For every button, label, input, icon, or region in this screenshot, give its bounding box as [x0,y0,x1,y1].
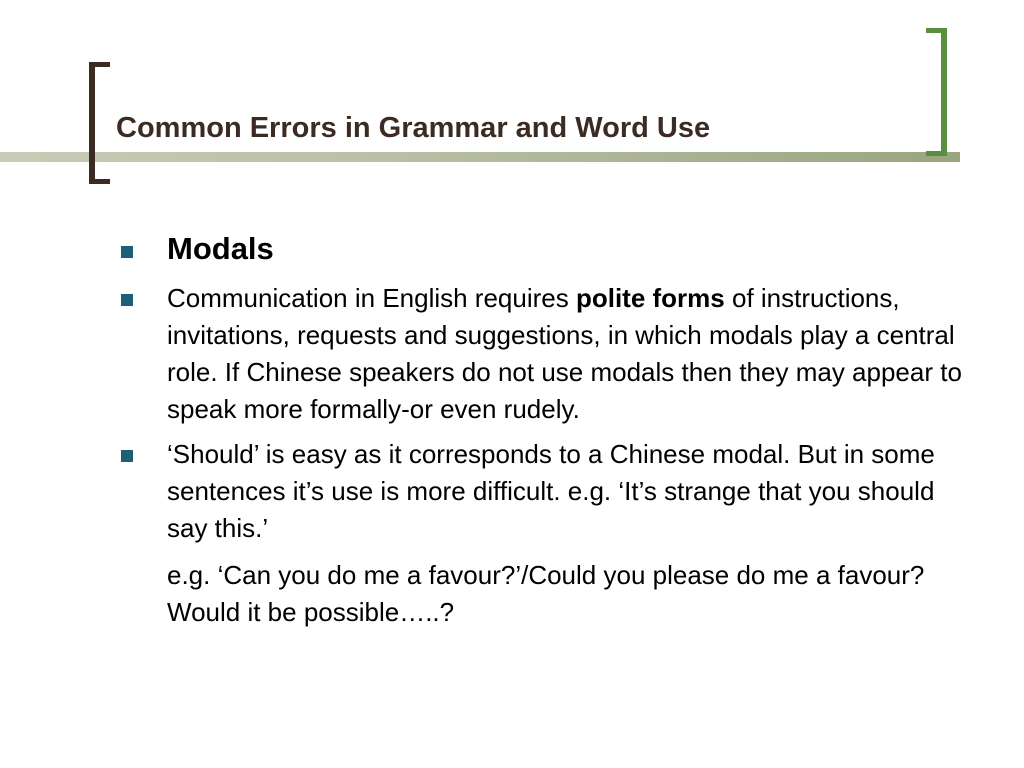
bullet-item-polite-forms [116,280,966,428]
bullet-item-should [116,436,966,547]
right-bracket-decoration [926,28,947,156]
square-bullet-icon [121,294,133,306]
bullet-item-modals [116,228,966,270]
square-bullet-icon [121,246,133,258]
bullet-list [116,228,966,631]
bullet-text-bold: polite forms [575,283,725,313]
bullet-text: Modals [167,231,274,266]
square-bullet-icon [121,450,133,462]
bullet-text-after: of instructions, invitations, requests and suggestions, in which modals play a central role. If Chinese speakers do not use modals then they may appear to speak more formally-or even rudely. [167,283,962,424]
example-continuation: e.g. ‘Can you do me a favour?’/Could you please do me a favour? Would it be possible…..? [167,560,925,627]
bullet-text: ‘Should’ is easy as it corresponds to a Chinese modal. But in some sentences it’s use is more difficult. e.g. ‘It’s strange that you should say this.’ [167,439,935,543]
header-divider-line [0,152,960,162]
left-bracket-decoration [89,62,110,184]
bullet-text-before: Communication in English requires [167,283,576,313]
slide-title: Common Errors in Grammar and Word Use [116,112,711,144]
